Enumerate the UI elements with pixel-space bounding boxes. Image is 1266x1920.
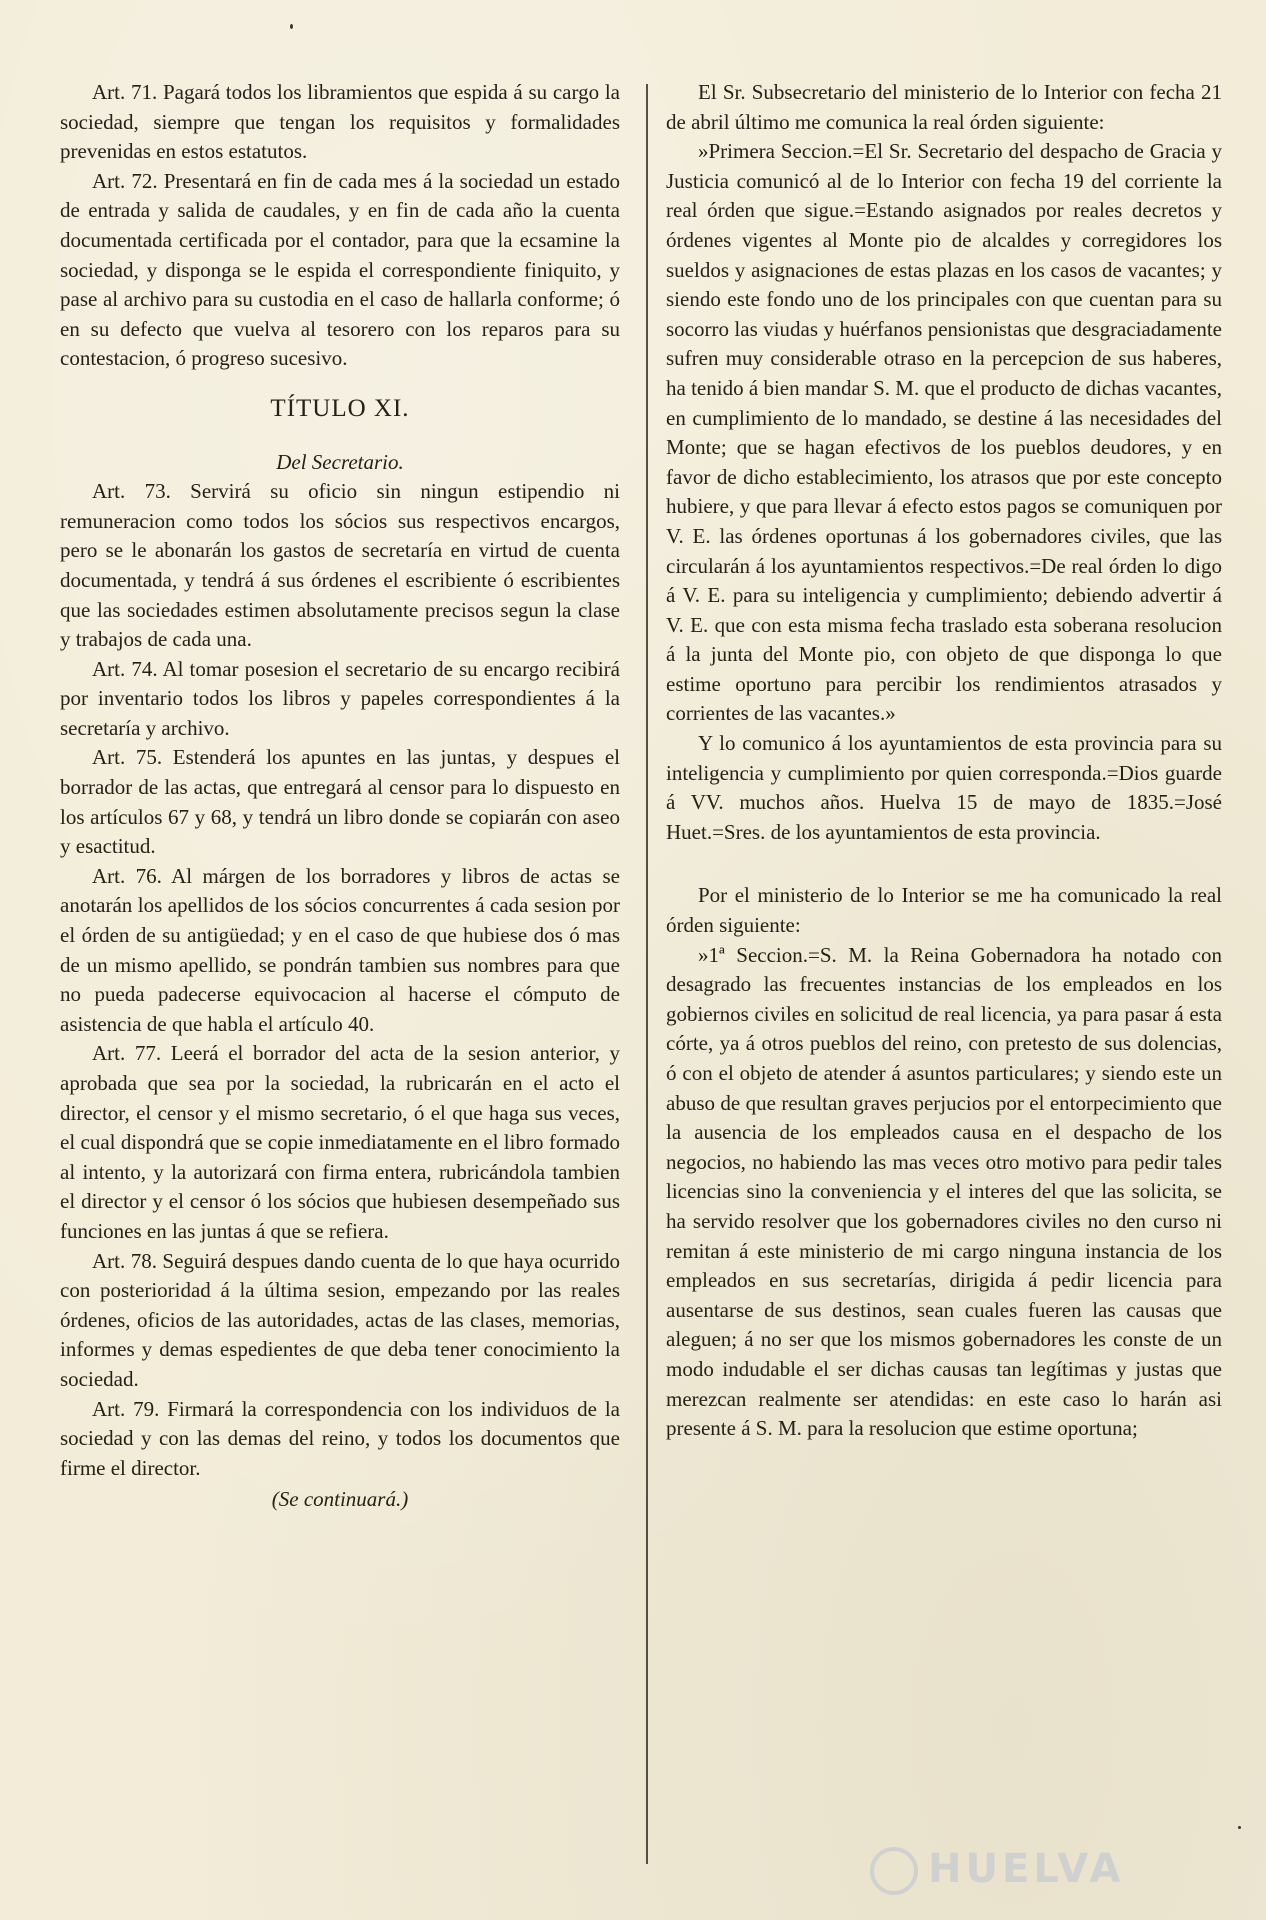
continued-note: (Se continuará.) <box>271 1487 409 1512</box>
article-75: Art. 75. Estenderá los apuntes en las juntas, y despues el borrador de las actas, que entregará al censor para lo dispuesto en los artículos 67 y 68, y tendrá un libro donde se copiarán con aseo y esactitud. <box>60 745 620 859</box>
section-title: TÍTULO XI. <box>270 394 410 422</box>
article-76: Art. 76. Al márgen de los borradores y libros de actas se anotarán los apellidos de los sócios concurrentes á cada sesion por el órden de su antigüedad; y en el caso de que hubiese dos ó mas de un mismo apellido, se pondrán tambien sus nombres para que no pueda padecerse equivocacion al hacerse el cómputo de asistencia de que habla el artículo 40. <box>60 863 620 1036</box>
article-78: Art. 78. Seguirá despues dando cuenta de lo que haya ocurrido con posterioridad á la última sesion, empezando por las reales órdenes, oficios de las autoridades, actas de las clases, memorias, informes y demas espedientes de que deba tener conocimiento la sociedad. <box>60 1248 620 1391</box>
royal-order-2: »1ª Seccion.=S. M. la Reina Gobernadora ha notado con desagrado las frecuentes instancias de los empleados en los gobiernos civiles en solicitud de real licencia, ya para pasar á esta córte, ya á otros pueblos del reino, con pretesto de sus dolencias, ó con el objeto de atender á asuntos particulares; y siendo este un abuso de que resultan graves perjucios por el entorpecimiento que la ausencia de los empleados causa en el despacho de los negocios, no habiendo las mas veces otro motivo para pedir tales licencias sino la conveniencia y el interes del que las solicita, se ha servido resolver que los gobernadores civiles no den curso ni remitan á este ministerio de mi cargo ninguna instancia de los empleados en sus secretarías, dirigida á pedir licencia para ausentarse de sus destinos, sean cuales fueren las causas que aleguen; á no ser que los mismos gobernadores les conste de un modo indudable el ser dichas causas tan legítimas y justas que merezcan realmente ser atendidas: en este caso lo harán asi presente á S. M. para la resolucion que estime oportuna; <box>666 942 1222 1441</box>
ink-speck <box>290 24 293 29</box>
library-watermark <box>870 1846 1190 1902</box>
ink-speck <box>1238 1826 1241 1829</box>
right-column <box>666 78 1222 1444</box>
royal-order-1: »Primera Seccion.=El Sr. Secretario del despacho de Gracia y Justicia comunicó al de lo Interior con fecha 19 del corriente la real órden que sigue.=Estando asignados por reales decretos y órdenes vigentes al Monte pio de alcaldes y corregidores los sueldos y asignaciones de estas plazas en los casos de vacantes; y siendo este fondo uno de los principales con que cuentan para su socorro las viudas y huérfanos pensionistas que desgraciadamente sufren muy considerable otraso en la percepcion de sus haberes, ha tenido á bien mandar S. M. que el producto de dichas vacantes, en cumplimiento de lo mandado, se destine á las necesidades del Monte; que se hagan efectivos de los pueblos deudores, y en favor de dicho establecimiento, los atrasos que por este concepto hubiere, y que para llevar á efecto estos pagos se comuniquen por V. E. las órdenes oportunas á los gobernadores civiles, que las circularán á los ayuntamientos respectivos.=De real órden lo digo á V. E. para su inteligencia y cumplimiento; debiendo advertir á V. E. que con esta misma fecha traslado esta soberana resolucion á la junta del Monte pio, con objeto de que disponga lo que estime oportuno para percibir los rendimientos atrasados y corrientes de las vacantes.» <box>666 139 1222 726</box>
article-77: Art. 77. Leerá el borrador del acta de la sesion anterior, y aprobada que sea por la sociedad, la rubricarán en el acto el director, el censor y el mismo secretario, ó el que haga sus veces, el cual dispondrá que se copie inmediatamente en el libro formado al intento, y la autorizará con firma entera, rubricándola tambien el director y el censor ó los sócios que hubiesen desempeñado sus funciones en las juntas á que se refiera. <box>60 1041 620 1243</box>
left-column <box>60 78 620 1536</box>
article-72: Art. 72. Presentará en fin de cada mes á la sociedad un estado de entrada y salida de caudales, y en fin de cada año la cuenta documentada certificada por el contador, para que la ecsamine la sociedad, y disponga se le espida el correspondiente finiquito, y pase al archivo para su custodia en el caso de hallarla conforme; ó en su defecto que vuelva al tesorero con los reparos para su contestacion, ó progreso sucesivo. <box>60 168 620 371</box>
article-79: Art. 79. Firmará la correspondencia con los individuos de la sociedad y con las demas del reino, y todos los documentos que firme el director. <box>60 1396 620 1480</box>
notice-intro: El Sr. Subsecretario del ministerio de lo Interior con fecha 21 de abril último me comunica la real órden siguiente: <box>666 80 1222 134</box>
watermark-text: HUELVA <box>928 1846 1125 1892</box>
article-71: Art. 71. Pagará todos los libramientos que espida á su cargo la sociedad, siempre que tengan los requisitos y formalidades prevenidas en estos estatutos. <box>60 80 620 164</box>
notice-intro-2: Por el ministerio de lo Interior se me ha comunicado la real órden siguiente: <box>666 883 1222 938</box>
notice-closing: Y lo comunico á los ayuntamientos de esta provincia para su inteligencia y cumplimiento por quien corresponda.=Dios guarde á VV. muchos años. Huelva 15 de mayo de 1835.=José Huet.=Sres. de los ayuntamientos de esta provincia. <box>666 731 1222 844</box>
column-divider <box>646 84 648 1864</box>
watermark-emblem-icon <box>870 1847 918 1895</box>
section-subtitle: Del Secretario. <box>276 449 404 474</box>
article-73: Art. 73. Servirá su oficio sin ningun estipendio ni remuneracion como todos los sócios sus respectivos encargos, pero se le abonarán los gastos de secretaría en virtud de cuenta documentada, y tendrá á sus órdenes el escribiente ó escribientes que las sociedades estimen absolutamente precisos segun la clase y trabajos de cada una. <box>60 479 620 652</box>
article-74: Art. 74. Al tomar posesion el secretario de su encargo recibirá por inventario todos los libros y papeles correspondientes á la secretaría y archivo. <box>60 656 620 740</box>
paragraph-gap <box>666 847 1222 881</box>
